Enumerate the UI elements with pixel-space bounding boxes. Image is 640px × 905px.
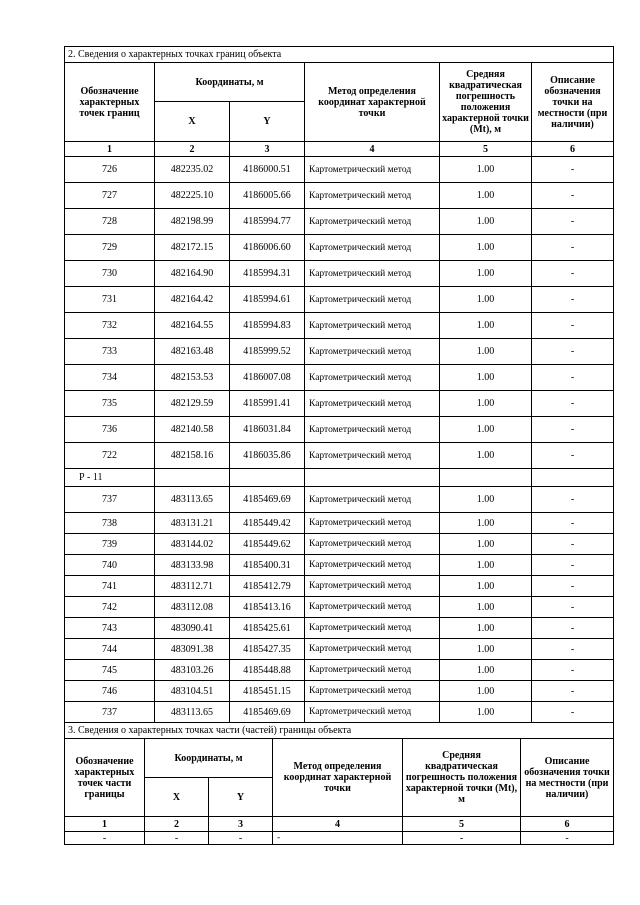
cell-point-id: 737 xyxy=(65,702,155,723)
cell-method: Картометрический метод xyxy=(305,639,440,660)
col-number: 6 xyxy=(521,817,614,832)
col-number: 5 xyxy=(440,142,532,157)
cell-point-id: 727 xyxy=(65,183,155,209)
header-method: Метод определения координат характерной точки xyxy=(273,739,403,817)
header-error: Средняя квадратическая погрешность положения характерной точки (Mt), м xyxy=(403,739,521,817)
empty-cell xyxy=(155,469,230,487)
cell-y: 4185449.62 xyxy=(230,534,305,555)
table-row xyxy=(65,534,614,555)
cell-description: - xyxy=(532,183,614,209)
cell-point-id: 726 xyxy=(65,157,155,183)
section-3-caption-row xyxy=(65,723,614,739)
cell-x: 483113.65 xyxy=(155,487,230,513)
cell-mt: 1.00 xyxy=(440,660,532,681)
cell-y: 4185994.31 xyxy=(230,261,305,287)
cell-mt: 1.00 xyxy=(440,183,532,209)
cell-description: - xyxy=(532,702,614,723)
cell-mt: 1.00 xyxy=(440,157,532,183)
cell-method: Картометрический метод xyxy=(305,702,440,723)
cell-mt: 1.00 xyxy=(440,534,532,555)
section-3-header-row xyxy=(65,739,614,778)
cell-mt: 1.00 xyxy=(440,339,532,365)
cell-method: Картометрический метод xyxy=(305,417,440,443)
cell-mt: 1.00 xyxy=(440,487,532,513)
cell-description: - xyxy=(532,287,614,313)
table-row xyxy=(65,555,614,576)
cell-mt: 1.00 xyxy=(440,417,532,443)
header-description: Описание обозначения точки на местности (при наличии) xyxy=(532,63,614,142)
section-3-caption: 3. Сведения о характерных точках части (частей) границы объекта xyxy=(65,723,614,739)
cell-y: 4185994.83 xyxy=(230,313,305,339)
empty-cell xyxy=(532,469,614,487)
cell-y: 4186007.08 xyxy=(230,365,305,391)
cell-mt: 1.00 xyxy=(440,681,532,702)
table-row xyxy=(65,287,614,313)
cell-y: 4186031.84 xyxy=(230,417,305,443)
header-method: Метод определения координат характерной точки xyxy=(305,63,440,142)
cell-description: - xyxy=(532,261,614,287)
cell-point-id: 736 xyxy=(65,417,155,443)
cell-description: - xyxy=(532,639,614,660)
cell-method: Картометрический метод xyxy=(305,235,440,261)
cell-point-id: 730 xyxy=(65,261,155,287)
cell-method: Картометрический метод xyxy=(305,660,440,681)
table-row xyxy=(65,639,614,660)
cell-method: Картометрический метод xyxy=(305,365,440,391)
cell-method: Картометрический метод xyxy=(305,618,440,639)
cell-point-id: 732 xyxy=(65,313,155,339)
cell-y: 4185469.69 xyxy=(230,702,305,723)
cell-x: 482163.48 xyxy=(155,339,230,365)
table-row xyxy=(65,339,614,365)
cell-method: Картометрический метод xyxy=(305,681,440,702)
cell-method: Картометрический метод xyxy=(305,534,440,555)
table-row xyxy=(65,681,614,702)
cell-point-id: 743 xyxy=(65,618,155,639)
cell-point-id: 734 xyxy=(65,365,155,391)
cell-y: 4185994.77 xyxy=(230,209,305,235)
header-designation: Обозначение характерных точек границ xyxy=(65,63,155,142)
cell-x: 482164.90 xyxy=(155,261,230,287)
section-2-header-row xyxy=(65,63,614,102)
cell-description: - xyxy=(532,417,614,443)
cell-point-id: 738 xyxy=(65,513,155,534)
cell-method: Картометрический метод xyxy=(305,391,440,417)
cell-method: Картометрический метод xyxy=(305,157,440,183)
col-number: 6 xyxy=(532,142,614,157)
col-number: 5 xyxy=(403,817,521,832)
group-row xyxy=(65,469,614,487)
cell-point-id: 746 xyxy=(65,681,155,702)
cell-y: 4185991.41 xyxy=(230,391,305,417)
header-x: X xyxy=(145,778,209,817)
cell-method: Картометрический метод xyxy=(305,513,440,534)
cell-mt: 1.00 xyxy=(440,391,532,417)
cell-method: Картометрический метод xyxy=(305,261,440,287)
cell-point-id: 728 xyxy=(65,209,155,235)
cell-x: 483113.65 xyxy=(155,702,230,723)
header-designation: Обозначение характерных точек части границы xyxy=(65,739,145,817)
empty-cell xyxy=(440,469,532,487)
col-number: 1 xyxy=(65,142,155,157)
cell-description: - xyxy=(532,513,614,534)
table-row xyxy=(65,443,614,469)
cell-x: 482172.15 xyxy=(155,235,230,261)
cell-description: - xyxy=(532,597,614,618)
header-x: X xyxy=(155,102,230,142)
cell-y: 4186006.60 xyxy=(230,235,305,261)
table-row xyxy=(65,391,614,417)
cell-description: - xyxy=(532,576,614,597)
cell-mt: 1.00 xyxy=(440,235,532,261)
cell-description: - xyxy=(532,618,614,639)
empty-cell xyxy=(305,469,440,487)
cell-x: 482164.42 xyxy=(155,287,230,313)
cell-description: - xyxy=(521,832,614,845)
table-row xyxy=(65,235,614,261)
section-3-column-numbers xyxy=(65,817,614,832)
cell-mt: 1.00 xyxy=(440,639,532,660)
cell-point-id: 739 xyxy=(65,534,155,555)
cell-y: 4186000.51 xyxy=(230,157,305,183)
cell-mt: 1.00 xyxy=(440,261,532,287)
points-table-section-3 xyxy=(64,723,614,845)
table-row xyxy=(65,487,614,513)
header-description: Описание обозначения точки на местности (при наличии) xyxy=(521,739,614,817)
cell-x: 483112.08 xyxy=(155,597,230,618)
cell-x: 482198.99 xyxy=(155,209,230,235)
cell-x: 482158.16 xyxy=(155,443,230,469)
cell-description: - xyxy=(532,235,614,261)
cell-description: - xyxy=(532,534,614,555)
cell-y: - xyxy=(209,832,273,845)
cell-mt: 1.00 xyxy=(440,365,532,391)
cell-method: Картометрический метод xyxy=(305,287,440,313)
table-row xyxy=(65,261,614,287)
header-coordinates: Координаты, м xyxy=(155,63,305,102)
document-sheet xyxy=(64,46,613,845)
cell-point-id: 733 xyxy=(65,339,155,365)
cell-x: 483131.21 xyxy=(155,513,230,534)
cell-method: Картометрический метод xyxy=(305,443,440,469)
section-2-column-numbers xyxy=(65,142,614,157)
cell-y: 4186005.66 xyxy=(230,183,305,209)
table-row xyxy=(65,157,614,183)
section-2-caption: 2. Сведения о характерных точках границ объекта xyxy=(65,47,614,63)
cell-x: 483091.38 xyxy=(155,639,230,660)
cell-point-id: 742 xyxy=(65,597,155,618)
cell-method: Картометрический метод xyxy=(305,339,440,365)
col-number: 3 xyxy=(230,142,305,157)
cell-point-id: 744 xyxy=(65,639,155,660)
cell-description: - xyxy=(532,555,614,576)
cell-x: 482235.02 xyxy=(155,157,230,183)
cell-description: - xyxy=(532,660,614,681)
cell-method: - xyxy=(273,832,403,845)
points-table-section-2 xyxy=(64,46,614,723)
col-number: 1 xyxy=(65,817,145,832)
cell-x: 482164.55 xyxy=(155,313,230,339)
cell-method: Картометрический метод xyxy=(305,555,440,576)
cell-method: Картометрический метод xyxy=(305,576,440,597)
section-2-caption-row xyxy=(65,47,614,63)
cell-point-id: 741 xyxy=(65,576,155,597)
cell-point-id: 745 xyxy=(65,660,155,681)
cell-x: 483103.26 xyxy=(155,660,230,681)
cell-y: 4185451.15 xyxy=(230,681,305,702)
cell-description: - xyxy=(532,443,614,469)
cell-y: 4185999.52 xyxy=(230,339,305,365)
cell-mt: 1.00 xyxy=(440,576,532,597)
cell-x: 483144.02 xyxy=(155,534,230,555)
table-row xyxy=(65,313,614,339)
cell-description: - xyxy=(532,391,614,417)
cell-point-id: 740 xyxy=(65,555,155,576)
table-row xyxy=(65,513,614,534)
cell-x: 482129.59 xyxy=(155,391,230,417)
cell-x: 482140.58 xyxy=(155,417,230,443)
cell-point-id: - xyxy=(65,832,145,845)
cell-x: 483133.98 xyxy=(155,555,230,576)
cell-description: - xyxy=(532,313,614,339)
table-row xyxy=(65,618,614,639)
cell-x: 482153.53 xyxy=(155,365,230,391)
table-row xyxy=(65,832,614,845)
cell-point-id: 737 xyxy=(65,487,155,513)
table-row xyxy=(65,702,614,723)
cell-y: 4185425.61 xyxy=(230,618,305,639)
col-number: 4 xyxy=(273,817,403,832)
header-coordinates: Координаты, м xyxy=(145,739,273,778)
cell-y: 4186035.86 xyxy=(230,443,305,469)
cell-method: Картометрический метод xyxy=(305,183,440,209)
cell-description: - xyxy=(532,157,614,183)
table-row xyxy=(65,597,614,618)
header-y: Y xyxy=(230,102,305,142)
cell-mt: 1.00 xyxy=(440,443,532,469)
cell-y: 4185449.42 xyxy=(230,513,305,534)
cell-mt: 1.00 xyxy=(440,618,532,639)
table-row xyxy=(65,576,614,597)
cell-description: - xyxy=(532,339,614,365)
cell-point-id: 729 xyxy=(65,235,155,261)
table-row xyxy=(65,209,614,235)
cell-mt: 1.00 xyxy=(440,597,532,618)
col-number: 3 xyxy=(209,817,273,832)
cell-description: - xyxy=(532,365,614,391)
cell-point-id: 735 xyxy=(65,391,155,417)
cell-mt: 1.00 xyxy=(440,702,532,723)
cell-mt: 1.00 xyxy=(440,287,532,313)
table-row xyxy=(65,417,614,443)
cell-x: - xyxy=(145,832,209,845)
cell-mt: 1.00 xyxy=(440,555,532,576)
col-number: 2 xyxy=(155,142,230,157)
cell-point-id: 731 xyxy=(65,287,155,313)
cell-y: 4185427.35 xyxy=(230,639,305,660)
cell-mt: 1.00 xyxy=(440,313,532,339)
col-number: 2 xyxy=(145,817,209,832)
cell-x: 482225.10 xyxy=(155,183,230,209)
table-row xyxy=(65,183,614,209)
cell-mt: 1.00 xyxy=(440,513,532,534)
cell-x: 483090.41 xyxy=(155,618,230,639)
cell-y: 4185400.31 xyxy=(230,555,305,576)
header-error: Средняя квадратическая погрешность положения характерной точки (Mt), м xyxy=(440,63,532,142)
cell-y: 4185469.69 xyxy=(230,487,305,513)
cell-description: - xyxy=(532,681,614,702)
table-row xyxy=(65,365,614,391)
header-y: Y xyxy=(209,778,273,817)
cell-description: - xyxy=(532,487,614,513)
cell-y: 4185994.61 xyxy=(230,287,305,313)
cell-y: 4185413.16 xyxy=(230,597,305,618)
cell-method: Картометрический метод xyxy=(305,597,440,618)
table-row xyxy=(65,660,614,681)
cell-y: 4185448.88 xyxy=(230,660,305,681)
cell-x: 483112.71 xyxy=(155,576,230,597)
empty-cell xyxy=(230,469,305,487)
cell-mt: 1.00 xyxy=(440,209,532,235)
cell-description: - xyxy=(532,209,614,235)
cell-method: Картометрический метод xyxy=(305,313,440,339)
cell-y: 4185412.79 xyxy=(230,576,305,597)
cell-x: 483104.51 xyxy=(155,681,230,702)
cell-method: Картометрический метод xyxy=(305,487,440,513)
cell-mt: - xyxy=(403,832,521,845)
cell-point-id: 722 xyxy=(65,443,155,469)
cell-method: Картометрический метод xyxy=(305,209,440,235)
group-label: Р - 11 xyxy=(65,469,155,487)
col-number: 4 xyxy=(305,142,440,157)
